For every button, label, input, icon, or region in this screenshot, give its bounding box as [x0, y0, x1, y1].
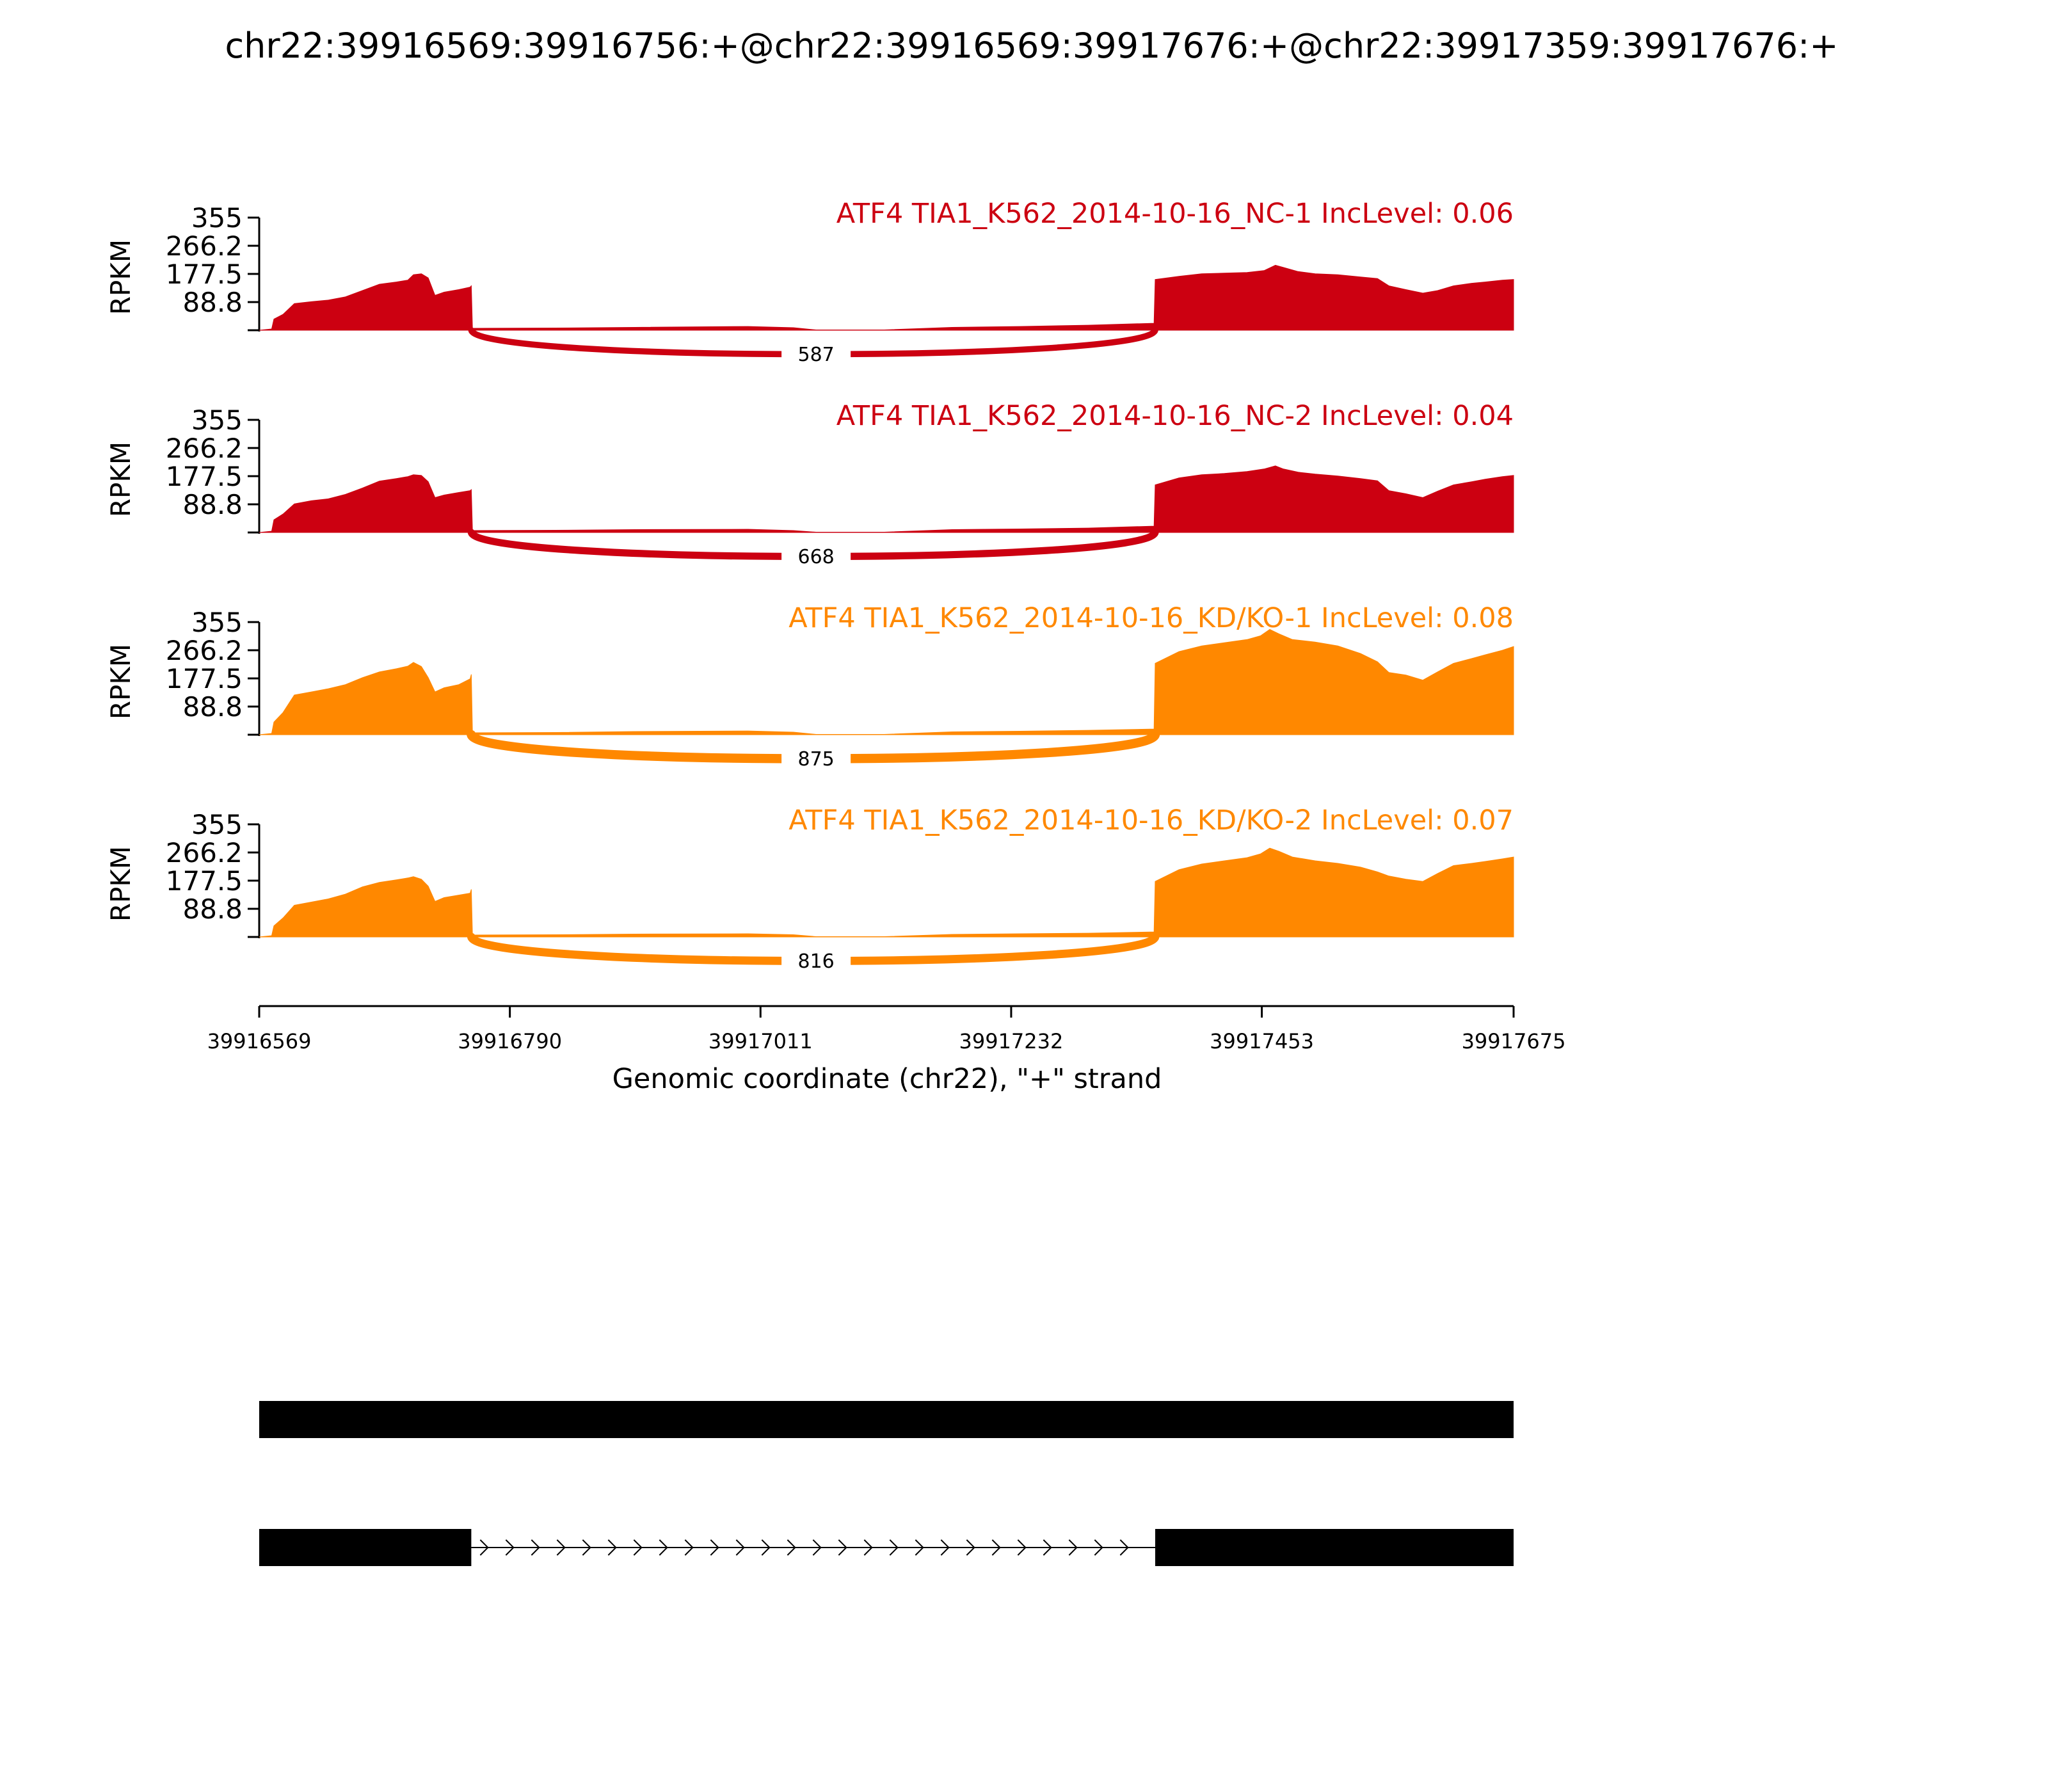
y-axis-label: RPKM: [105, 643, 136, 720]
y-tick-label: 177.5: [165, 865, 243, 897]
x-tick-label: 39916790: [458, 1029, 563, 1053]
y-tick-label: 266.2: [165, 433, 243, 465]
x-tick-label: 39917011: [708, 1029, 813, 1053]
x-axis-label: Genomic coordinate (chr22), "+" strand: [612, 1063, 1162, 1095]
y-tick-label: 177.5: [165, 461, 243, 492]
y-tick-label: 88.8: [182, 893, 243, 925]
sample-label: ATF4 TIA1_K562_2014-10-16_NC-1 IncLevel: 0.06: [836, 198, 1514, 230]
x-tick-label: 39916569: [207, 1029, 312, 1053]
junction-count-label: 668: [797, 546, 835, 568]
junction-count-label: 875: [797, 748, 835, 771]
junction-count-label: 816: [797, 950, 835, 973]
x-tick-label: 39917675: [1461, 1029, 1566, 1053]
exon-block: [1155, 1529, 1514, 1566]
y-axis-label: RPKM: [105, 845, 136, 922]
y-tick-label: 266.2: [165, 635, 243, 667]
sample-label: ATF4 TIA1_K562_2014-10-16_KD/KO-2 IncLevel: 0.07: [788, 804, 1514, 836]
y-tick-label: 88.8: [182, 691, 243, 723]
y-tick-label: 88.8: [182, 488, 243, 520]
y-tick-label: 88.8: [182, 286, 243, 318]
sample-label: ATF4 TIA1_K562_2014-10-16_KD/KO-1 IncLevel: 0.08: [788, 602, 1514, 634]
sample-label: ATF4 TIA1_K562_2014-10-16_NC-2 IncLevel: 0.04: [836, 400, 1514, 432]
gene-model: [259, 1401, 1514, 1438]
y-axis-label: RPKM: [105, 441, 136, 518]
y-tick-label: 177.5: [165, 663, 243, 694]
junction-count-label: 587: [797, 344, 835, 366]
y-axis-label: RPKM: [105, 239, 136, 316]
x-tick-label: 39917453: [1210, 1029, 1315, 1053]
y-tick-label: 355: [191, 202, 243, 234]
y-tick-label: 177.5: [165, 259, 243, 290]
x-tick-label: 39917232: [959, 1029, 1064, 1053]
y-tick-label: 355: [191, 404, 243, 436]
exon-block: [259, 1529, 471, 1566]
y-tick-label: 355: [191, 809, 243, 840]
chart-title: chr22:39916569:39916756:+@chr22:39916569:39917676:+@chr22:39917359:39917676:+: [225, 26, 1839, 66]
y-tick-label: 266.2: [165, 230, 243, 262]
exon-block: [259, 1401, 1514, 1438]
y-tick-label: 355: [191, 607, 243, 638]
y-tick-label: 266.2: [165, 837, 243, 869]
